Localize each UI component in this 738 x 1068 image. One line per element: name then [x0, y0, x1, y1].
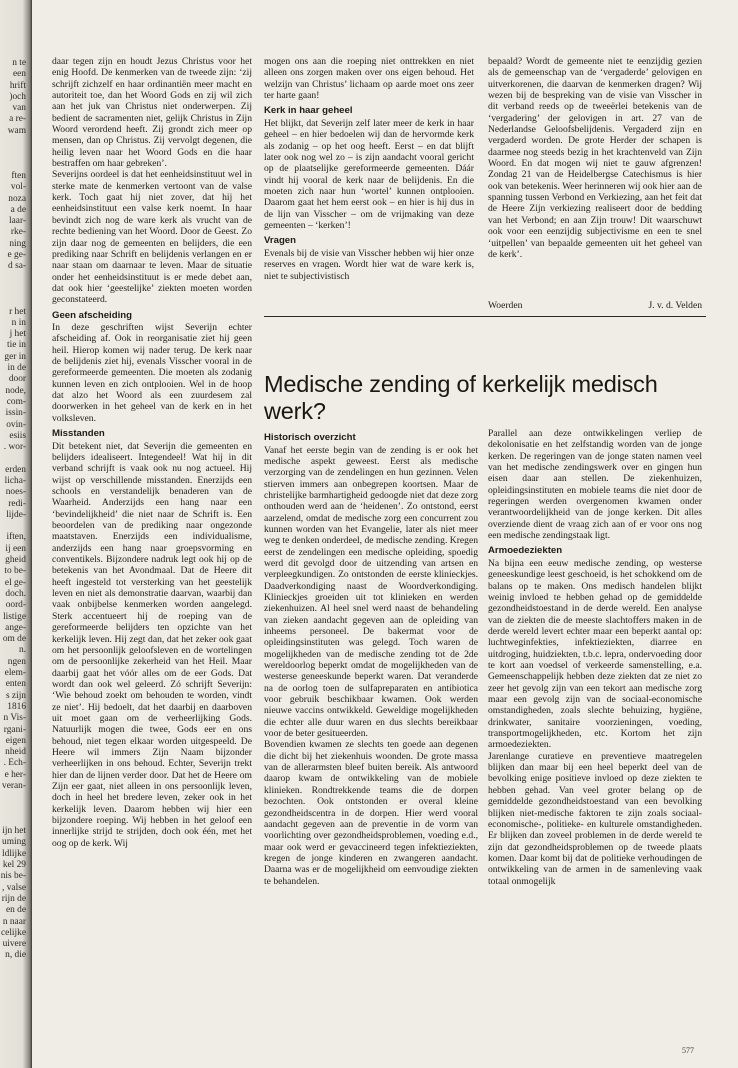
spine-fragment: vol-: [10, 182, 26, 193]
spine-fragment: n te: [12, 58, 26, 68]
spine-fragment: nheid: [5, 747, 26, 758]
paragraph: Bovendien kwamen ze slechts ten goede aan degenen die dicht bij het ziekenhuis woonden. De grote massa van de allerarmsten bleef buiten bereik. Als antwoord daarop kwam de ontwikkeling van de mobiele klinieken. Rondtrekkende teams die de dorpen bezochten. Ook ontstonden er overal kleine gezondheidscentra in de dorpen. Hier werd vooral aandacht gegeven aan de preventie in de vorm van voorlichting over gezondheidsproblemen, voeding e.d., maar ook werd er gevaccineerd tegen infektieziekten, kregen de jonge kinderen en zwangeren aandacht. Daarna was er de mogelijkheid om eenvoudige ziekten te behandelen.: [264, 739, 478, 887]
spine-fragment: . Ech-: [3, 758, 26, 769]
spine-fragment: ning: [9, 238, 26, 249]
spine-fragment: [0, 273, 26, 284]
spine-fragment: ij een: [5, 543, 26, 554]
spine-fragment: van: [12, 103, 26, 114]
article-headline: Medische zending of kerkelijk medisch werk?: [264, 371, 658, 424]
spine-fragment: elem-: [4, 668, 26, 679]
spine-fragment: uming: [2, 837, 26, 848]
article2-column-right: [488, 428, 702, 887]
column-1: [52, 56, 252, 849]
spine-fragment: nis be-: [0, 871, 26, 882]
paragraph: Na bijna een eeuw medische zending, op westerse geneeskundige leest geschoeid, is het schokkend om de balans op te maken. Ons medisch handelen blijkt weinig invloed te hebben gehad op de gemiddelde gezondheidstoestand in de derde wereld. Een analyse van de ziekten die de meeste slachtoffers maken in de derde wereld levert echter maar een beperkt aantal op: luchtweginfekties, infektieziekten, diarree en uitdroging, huidziekten, t.b.c. lepra, ondervoeding door te kort aan voedsel of verkeerde samenstelling, e.a. Gemeenschappelijk hebben deze ziekten dat ze niet zo zeer het gevolg zijn van een tekort aan medische zorg maar een gevolg zijn van de sociaal-economische omstandigheden, zoals slechte behuizing, hygiëne, drinkwater, sanitaire voorzieningen, voeding, transportmogelijkheden, etc. Kortom het zijn armoedeziekten.: [488, 557, 702, 751]
spine-fragment: n Vis-: [3, 713, 26, 724]
spine-fragment: rijn de: [1, 893, 26, 904]
spine-fragment: listige: [3, 611, 26, 622]
spine-fragment: erden: [5, 464, 26, 475]
spine-fragment: to be-: [4, 566, 26, 577]
spine-fragment: [0, 295, 26, 306]
spine-fragment: . wor-: [3, 442, 26, 453]
spine-fragment: doch.: [5, 588, 26, 599]
paragraph: In deze geschriften wijst Severijn echter afscheiding af. Ook in reorganisatie ziet hij geen heil. Hierop komen wij nader terug. De kerk naar de belijdenis ziet hij, evenals Visscher vooral in de gereformeerde gemeenten. Die moeten als zodanig kunnen leven en zich ontplooien. Wel in de hoop dat alzo het Woord als een zuurdesem zal doorwerken in het geheel van de kerk en in het volksleven.: [52, 322, 252, 424]
spine-fragment: 1816: [7, 701, 26, 712]
spine-fragment: celijke: [1, 927, 26, 938]
paragraph: mogen ons aan die roeping niet onttrekken en niet alleen ons zorgen maken over ons eigen behoud. Het welzijn van Christus’ lichaam op aarde moet ons zeer ter harte gaan!: [264, 56, 474, 102]
spine-fragment: [0, 815, 26, 826]
spine-fragment: redi-: [8, 498, 26, 509]
spine-fragment: n naar: [2, 916, 26, 927]
spine-fragment: [0, 453, 26, 464]
spine-fragment: ldlijke: [2, 848, 26, 859]
spine-fragment: )och: [9, 91, 26, 102]
section-heading: Geen afscheiding: [52, 309, 132, 321]
spine-fragment: ange-: [5, 622, 26, 633]
spine-fragment: , valse: [2, 882, 26, 893]
spine-fragment: om de: [2, 634, 26, 645]
spine-fragment: [0, 284, 26, 295]
spine-fragment: [0, 160, 26, 171]
spine-fragment: [0, 148, 26, 159]
paragraph: Het blijkt, dat Severijn zelf later meer de kerk in haar geheel – en hier bedoelen wij dan de hervormde kerk als zodanig – op het oog heeft. Eerst – en dat blijft later ook nog wel zo – is zijn aandacht vooral gericht op de plaatselijke gereformeerde gemeenten. Dáár vindt hij vooral de kerk naar de belijdenis. En die moeten zich naar hun ‘wortel’ kunnen ontplooien. Daarom gaat het hem eerst ook – en hier is hij dus in de lijn van Visscher – om de vrijmaking van deze gemeenten – ‘kerken’!: [264, 117, 474, 231]
article2-column-left: [264, 428, 478, 887]
spine-fragment: gheid: [5, 555, 26, 566]
spine-fragment: noza: [8, 193, 26, 204]
column-3: [488, 56, 702, 260]
paragraph: Evenals bij de visie van Visscher hebben wij hier onze reserves en vragen. Wordt hier wat de ware kerk is, niet te subjectivistisch: [264, 247, 474, 282]
section-heading: Vragen: [264, 235, 296, 247]
spine-fragment: iften,: [6, 532, 26, 543]
spine-fragment: d sa-: [8, 261, 26, 272]
spine-fragment: en de: [5, 905, 26, 916]
spine-fragment: esiis: [9, 430, 26, 441]
spine-fragment: [0, 521, 26, 532]
spine-fragment: lijde-: [6, 509, 26, 520]
spine-fragment: enten: [5, 679, 26, 690]
spine-fragment: ger in: [4, 351, 26, 362]
paragraph: Jarenlange curatieve en preventieve maatregelen blijken dan maar bij een heel beperkt deel van de bevolking enige positieve invloed op deze ziekten te hebben gehad. Van veel groter belang op de gemiddelde gezondheidstoestand van een bevolking blijken niet-medische faktoren te zijn zoals sociaal-economische-, politieke- en kulturele omstandigheden. Er blijken dan zoveel problemen in de derde wereld te zijn dat gezondheidsproblemen op de tweede plaats komen. Daar komt bij dat de politieke verhoudingen de ontwikkeling van de armen in de samenleving vaak totaal onmogelijk: [488, 750, 702, 887]
spine-fragment: node,: [5, 385, 26, 396]
signature-line: [488, 300, 702, 312]
page-spine: [0, 0, 32, 1068]
paragraph: Severijns oordeel is dat het eenheidsinstituut wel in sterke mate de kenmerken vertoont van de valse kerk. Toch gaat hij niet zover, dat hij het eenheidsinstituut een valse kerk noemt. In haar bevindt zich nog de ware kerk als vrucht van de rechte bediening van het Woord. Door de Geest. Zo zijn daar nog de gemeenten en belijders, die een prediking naar Schrift en belijdenis verlangen en er naar staan om daarnaar te leven. Maar de situatie onder het eenheidsinstituut is er mede debet aan, dat ook hier ‘geestelijke’ ziekten moeten worden geconstateerd.: [52, 169, 252, 306]
signature-author: J. v. d. Velden: [648, 300, 702, 311]
spine-fragment: j het: [9, 329, 26, 340]
paragraph: Vanaf het eerste begin van de zending is er ook het medische aspekt geweest. Eerst als medische verzorging van de zendelingen en hun gezinnen. Velen stierven immers aan onbegrepen koortsen. Maar de christelijke barmhartigheid gedoogde niet dat deze zorg onthouden werd aan de ‘heidenen’. Zo ontstond, eerst aarzelend, omdat de medische zorg een concurrent zou kunnen worden van het Evangelie, later als niet meer weg te denken onderdeel, de medische zending. Kregen eerst de zendelingen een medische opleiding, spoedig werd dit gevolgd door de uitzending van artsen en verpleegkundigen. Zo ontstonden de eerste klinieckjes. Daadverkondiging naast de Woordverkondiging. Klinieckjes groeiden uit tot klinieken en werden ziekenhuizen. Al heel snel werd naast de behandeling van zieken aandacht gegeven aan de opleiding van inheems personeel. De bakermat voor de opleidingsinstituten was gelegd. Toch waren de mogelijkheden van de medische zending tot de 2de wereldoorlog beperkt omdat de mogelijkheden van de westerse geneeskunde beperkt waren. Dat veranderde na de oorlog toen de sulfapreparaten en antibiotica voor gebruik beschikbaar kwamen. Ook werden nieuwe vaccins ontwikkeld. Geweldige mogelijkheden die echter alle duur waren en dus slechts bereikbaar voor de beter gesitueerden.: [264, 444, 478, 740]
spine-fragment: veran-: [2, 781, 26, 791]
spine-fragment: ovin-: [6, 419, 26, 430]
paragraph: Dit betekent niet, dat Severijn die gemeenten en belijders idealiseert. Integendeel! Wat hij in dit verband schrijft is vaak ook nu nog actueel. Hij wijst op verschillende misstanden. Enerzijds een schools en verstandelijk benaderen van de Waarheid. Anderzijds een hang naar een ‘bevindelijkheid’ die niet naar de Schrift is. Een beoordelen van de prediking naar ongezonde maatstaven. Enerzijds een individualisme, anderzijds een hang naar groepsvorming en conventikels. Bijzondere nadruk legt ook hij op de betekenis van het Avondmaal. Dat de Heere dit heeft ingesteld tot versterking van het geestelijk leven en niet als demonstratie daarvan, waarbij dan vaak onbijbelse kenmerken worden aangelegd. Sterk accentueert hij de roeping van de gereformeerde belijders ten opzichte van het kerkelijk leven. Hij zegt dan, dat het zeker ook gaat om het persoonlijk geloofsleven en de wortelingen om de persoonlijke zekerheid van het Heil. Maar daarbij gaat het vóór alles om de eer Gods. Dat wordt dan ook wel geleerd. Zó schrijft Severijn: ‘Wie behoud zoekt om behouden te worden, vindt ze niet’. Hij bedoelt, dat het daarbij en daarboven uit moet gaan om de verheerlijking Gods. Natuurlijk mogen die twee, Gods eer en ons behoud, niet tegen elkaar worden uitgespeeld. De Heere wil immers Zijn Naam bijzonder verheerlijken in ons behoud. Echter, Severijn trekt hier dan de lijnen verder door. Dat het de Heere om Zijn eer gaat, niet alleen in ons persoonlijk leven, doch in heel het bredere leven, zeker ook in het kerkelijk leven. Daarom hebben wij hier een bijzondere roeping. Wij hebben in het geloof een innerlijke strijd te strijden, doch ook één, met het oog op de kerk. Wij: [52, 440, 252, 849]
spine-fragment: in de: [7, 363, 26, 374]
signature-place: Woerden: [488, 300, 523, 311]
spine-fragment: rke-: [10, 227, 26, 238]
paragraph: bepaald? Wordt de gemeente niet te eenzijdig gezien als de gemeenschap van de ‘vergaderde’ gelovigen en uitverkorenen, die daarvan de kenmerken dragen? Wij wezen bij de bespreking van de visie van Visscher in dit verband reeds op de tweeërlei betekenis van de ‘vergadering’ der gelovigen in art. 27 van de Nederlandse Geloofsbelijdenis. Vergaderd zijn en vergaderd worden. De grote Herder der schapen is daarmee nog steeds bezig in het krachtenveld van Zijn Woord. En dat mogen wij niet te gauw afgrenzen! Zondag 21 van de Heidelbergse Catechismus is hier ook van betekenis. Weer herinneren wij ook hier aan de spanning tussen Verbond en Verkiezing, aan het feit dat de Heere Zijn verkiezing realiseert door de bedding van het Verbond; en aan Zijn trouw! Dit waarschuwt ook voor een eenzijdig subjectivisme en een te snel ‘uitpellen’ van bepaalde gemeenten uit het geheel van de kerk’.: [488, 56, 702, 260]
section-heading: Armoedeziekten: [488, 545, 563, 557]
spine-fragment: rgani-: [3, 724, 26, 735]
section-heading: Historisch overzicht: [264, 432, 356, 443]
spine-fragment: el ge-: [4, 577, 26, 588]
spine-fragment: r het: [9, 306, 26, 317]
spine-fragment: e her-: [4, 769, 26, 780]
spine-fragment: n.: [18, 645, 26, 656]
paragraph: daar tegen zijn en houdt Jezus Christus voor het enig Hoofd. De kenmerken van de tweede zijn: ‘zij schrijft zichzelf en haar ordinantiën meer macht en autoriteit toe, dan het Woord Gods en zij wil zich aan het juk van Christus niet onderwerpen. Zij bedient de sacramenten niet, gelijk Christus in Zijn Woord verordend heeft. Zij grondt zich meer op mensen, dan op Christus. Zij vervolgt degenen, die heilig leven naar het Woord Gods en die haar bestraffen om haar gebreken’.: [52, 56, 252, 170]
spine-fragment: ijn het: [2, 826, 26, 837]
spine-fragment: issin-: [5, 408, 26, 419]
spine-fragment: com-: [6, 396, 26, 407]
spine-fragment: [0, 804, 26, 815]
spine-fragment: laar-: [9, 216, 26, 227]
spine-fragment: ngen: [7, 656, 26, 667]
spine-fragment: eigen: [5, 735, 26, 746]
spine-fragment: kel 29: [2, 860, 26, 871]
section-heading: Misstanden: [52, 428, 105, 440]
spine-fragment: noes-: [5, 487, 26, 498]
spine-fragment: n, die: [5, 950, 26, 961]
article-divider-rule: [264, 316, 706, 317]
section-heading: Kerk in haar geheel: [264, 105, 353, 117]
column-2: [264, 56, 474, 282]
spine-fragment: door: [8, 374, 26, 385]
spine-fragment: oord-: [5, 600, 26, 611]
spine-fragment: uivere: [2, 939, 26, 950]
spine-fragment: a re-: [9, 114, 26, 125]
spine-fragment: e ge-: [7, 250, 26, 261]
spine-fragment: ften: [11, 170, 26, 181]
page-number: 577: [682, 1046, 694, 1055]
spine-fragment: wam: [7, 125, 26, 136]
spine-text-fragments: [0, 58, 26, 962]
spine-fragment: een: [12, 69, 26, 80]
paragraph: Parallel aan deze ontwikkelingen verliep de dekolonisatie en het zelfstandig worden van de jonge kerken. De regeringen van de jonge staten namen veel van het medische zendingswerk over en gingen hun eisen daar aan stellen. De ziekenhuizen, opleidingsinstituten en mobiele teams die niet door de regeringen werden overgenomen kwamen onder verantwoordelijkheid van de jonge kerken. Dit alles overziende dient de vraag zich aan of er voor ons nog een medische zendingstaak ligt.: [488, 428, 702, 542]
spine-fragment: [0, 137, 26, 148]
spine-fragment: hrift: [9, 80, 26, 91]
spine-fragment: a de: [10, 204, 26, 215]
spine-fragment: tie in: [6, 340, 26, 351]
spine-fragment: [0, 792, 26, 803]
spine-fragment: n in: [11, 317, 26, 328]
spine-fragment: s zijn: [5, 690, 26, 701]
spine-fragment: licha-: [4, 475, 26, 486]
